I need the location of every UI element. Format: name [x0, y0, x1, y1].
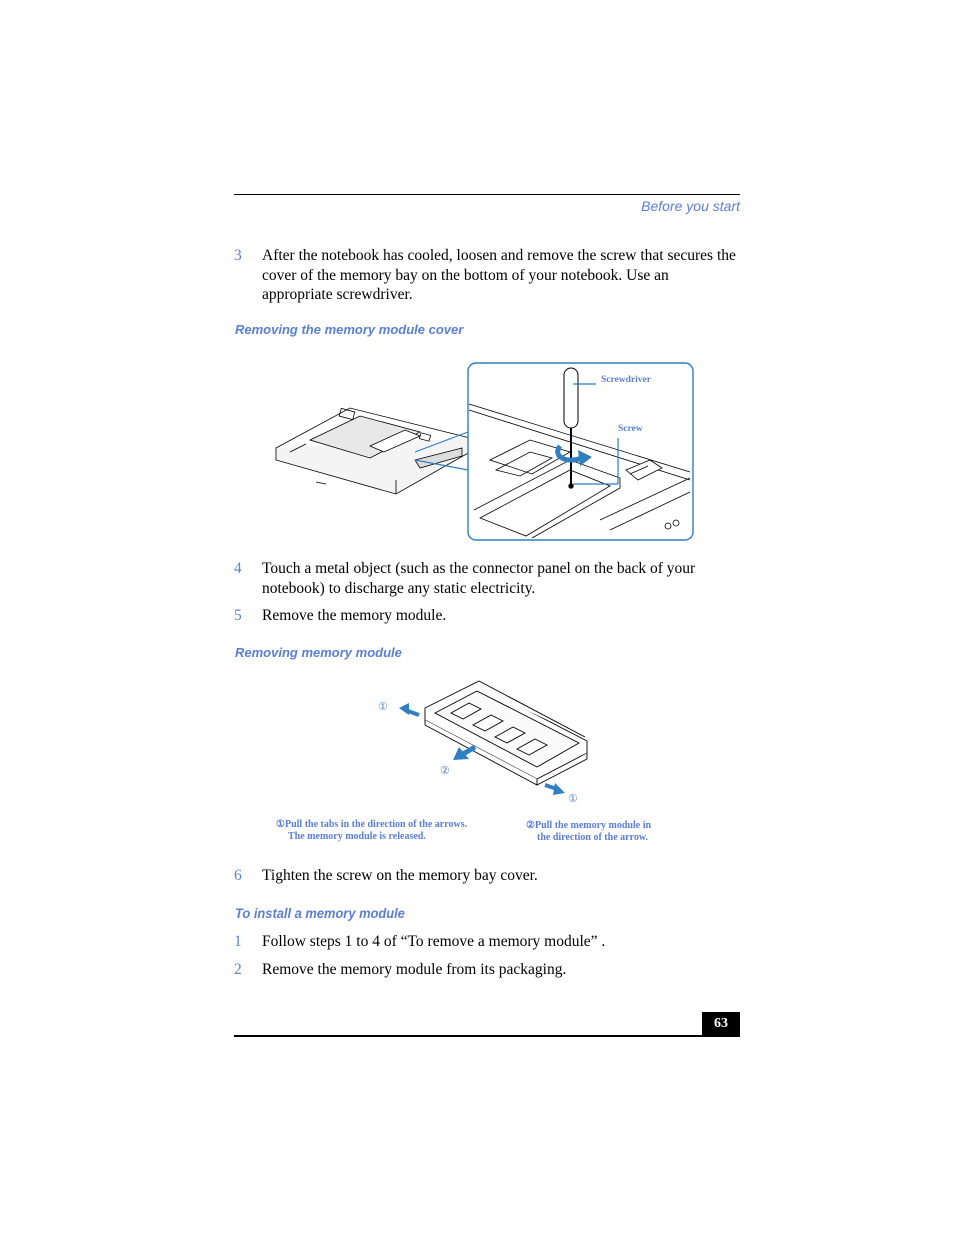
step-4	[234, 559, 740, 598]
step-number: 4	[234, 560, 242, 577]
step-number: 3	[234, 247, 242, 264]
step-number: 1	[234, 933, 242, 950]
marker-1-right: ①	[568, 793, 578, 805]
figure-memory-cover	[270, 360, 700, 545]
step-number: 5	[234, 607, 242, 624]
marker-2: ②	[440, 765, 450, 777]
marker-1-left: ①	[378, 701, 388, 713]
note-line: ②Pull the memory module in	[526, 820, 652, 831]
figure-memory-module	[395, 675, 595, 800]
footer-rule	[234, 1035, 740, 1037]
step-text: Tighten the screw on the memory bay cover.	[262, 867, 538, 884]
note-line: ①Pull the tabs in the direction of the arrows.	[276, 819, 468, 830]
step-3	[234, 246, 740, 305]
note-pull-module	[526, 820, 651, 844]
header-rule	[234, 194, 740, 195]
note-line: The memory module is released.	[288, 831, 426, 842]
step-text: Follow steps 1 to 4 of “To remove a memory module” .	[262, 933, 606, 950]
page-number: 63	[702, 1012, 740, 1036]
step-text: Remove the memory module.	[262, 607, 447, 624]
step-text: Touch a metal object (such as the connector panel on the back of your notebook) to discharge any static electricity.	[262, 560, 696, 597]
note-line: the direction of the arrow.	[537, 832, 649, 843]
install-step-2	[234, 960, 740, 980]
step-number: 6	[234, 867, 242, 884]
step-number: 2	[234, 961, 242, 978]
notebook-overview-illustration	[276, 408, 470, 494]
install-step-1	[234, 932, 740, 952]
step-text: After the notebook has cooled, loosen and remove the screw that secures the cover of the memory bay on the bottom of your notebook. Use an appropriate screwdriver.	[262, 247, 736, 303]
label-screw: Screw	[618, 424, 643, 434]
pull-arrow-icon	[453, 747, 475, 760]
step-5	[234, 606, 740, 626]
install-procedure-title: To install a memory module	[235, 905, 405, 921]
step-6	[234, 866, 740, 886]
figure1-caption: Removing the memory module cover	[235, 322, 464, 337]
release-arrow-right-icon	[545, 783, 565, 795]
figure2-caption: Removing memory module	[235, 645, 402, 660]
release-arrow-left-icon	[399, 703, 419, 715]
step-text: Remove the memory module from its packaging.	[262, 961, 567, 978]
note-release-tabs	[276, 819, 467, 843]
label-screwdriver: Screwdriver	[601, 375, 651, 385]
running-head: Before you start	[641, 198, 740, 214]
